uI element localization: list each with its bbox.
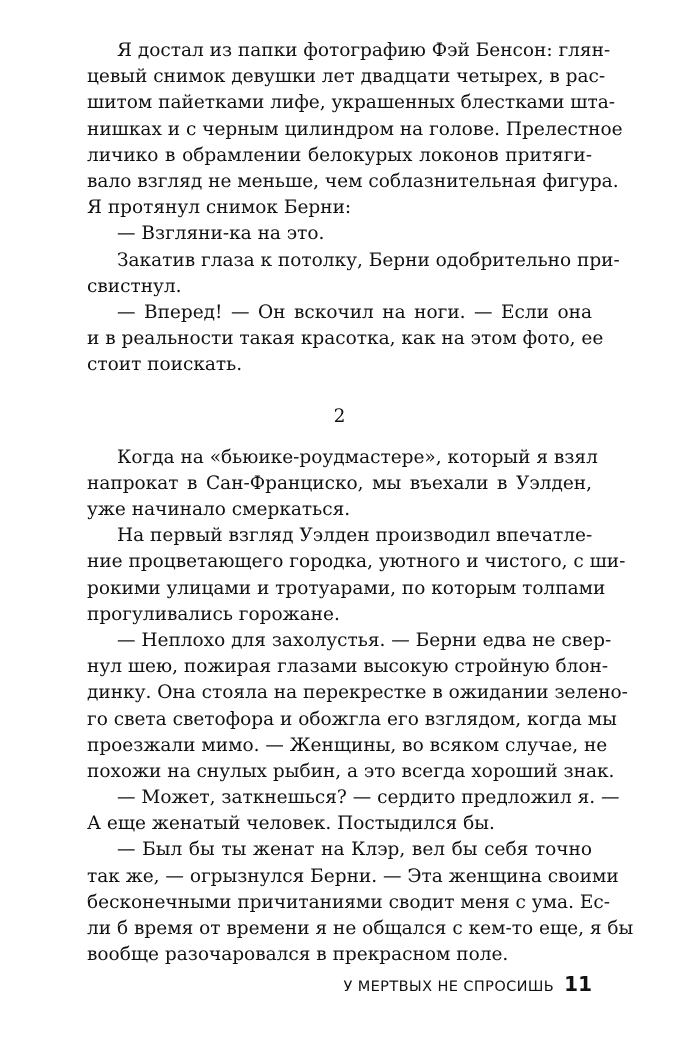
text-line: Я протянул снимок Берни:: [87, 197, 352, 219]
text-line: бесконечными причитаниями сводит меня с ума. Ес-: [87, 891, 610, 913]
text-line: вообще разочаровался в прекрасном поле.: [87, 944, 509, 966]
footer-book-title: У МЕРТВЫХ НЕ СПРОСИШЬ: [343, 979, 555, 995]
text-line: А еще женатый человек. Постыдился бы.: [87, 813, 495, 835]
text-line: ние процветающего городка, уютного и чистого, с ши-: [87, 551, 626, 573]
page-number: 11: [564, 972, 592, 996]
running-footer: [87, 972, 592, 996]
text-line: На первый взгляд Уэлден производил впечатле-: [117, 525, 593, 547]
text-line: Закатив глаза к потолку, Берни одобрительно при-: [117, 249, 620, 271]
paragraph: [87, 300, 604, 379]
text-line: уже начинало смеркаться.: [87, 499, 351, 520]
text-line: ли б время от времени я не общался с кем-то еще, я бы: [87, 918, 634, 939]
paragraph: [87, 523, 626, 628]
text-line: личико в обрамлении белокурых локонов притяги-: [87, 144, 592, 166]
text-line: прогуливались горожане.: [87, 603, 340, 625]
text-line: так же, — огрызнулся Берни. — Эта женщина своими: [87, 865, 619, 887]
text-line: Когда на «бьюике-роудмастере», который я взял: [117, 446, 598, 468]
text-line: — Вперед! — Он вскочил на ноги. — Если она: [117, 301, 592, 323]
text-line: проезжали мимо. — Женщины, во всяком случае, не: [87, 734, 608, 756]
paragraph: [87, 628, 628, 785]
paragraph: [87, 785, 620, 837]
text-section-after-chapter: [87, 445, 634, 969]
paragraph: [87, 445, 598, 524]
text-line: напрокат в Сан-Франциско, мы въехали в Уэлден,: [87, 472, 592, 494]
text-line: шитом пайетками лифе, украшенных блестками шта-: [87, 92, 616, 114]
text-line: стоит поискать.: [87, 354, 243, 376]
text-line: Я достал из папки фотографию Фэй Бенсон: глян-: [117, 40, 611, 61]
section-gap: [87, 378, 592, 404]
page-body: [87, 38, 634, 968]
paragraph: [87, 837, 634, 968]
text-line: свистнул.: [87, 275, 182, 297]
paragraph: [87, 248, 620, 300]
text-line: нишках и с черным цилиндром на голове. Прелестное: [87, 118, 623, 140]
text-line: — Может, заткнешься? — сердито предложил я. —: [117, 787, 620, 809]
text-line: го света светофора и обожгла его взглядом, когда мы: [87, 708, 617, 730]
text-section-before-chapter: [87, 38, 623, 378]
text-line: нул шею, пожирая глазами высокую стройную блон-: [87, 656, 609, 678]
text-line: вало взгляд не меньше, чем соблазнительная фигура.: [87, 170, 619, 192]
text-line: цевый снимок девушки лет двадцати четырех, в рас-: [87, 66, 606, 88]
chapter-number: 2: [333, 406, 346, 428]
text-line: рокими улицами и тротуарами, по которым толпами: [87, 577, 606, 599]
text-line: — Взгляни-ка на это.: [117, 223, 325, 245]
text-line: динку. Она стояла на перекрестке в ожидании зелено-: [87, 682, 628, 704]
text-line: — Неплохо для захолустья. — Берни едва не свер-: [117, 629, 612, 651]
paragraph: [87, 38, 623, 221]
text-line: — Был бы ты женат на Клэр, вел бы себя точно: [117, 839, 592, 861]
paragraph: [87, 221, 592, 247]
text-line: и в реальности такая красотка, как на этом фото, ее: [87, 328, 604, 350]
text-line: похожи на снулых рыбин, а это всегда хороший знак.: [87, 760, 615, 782]
